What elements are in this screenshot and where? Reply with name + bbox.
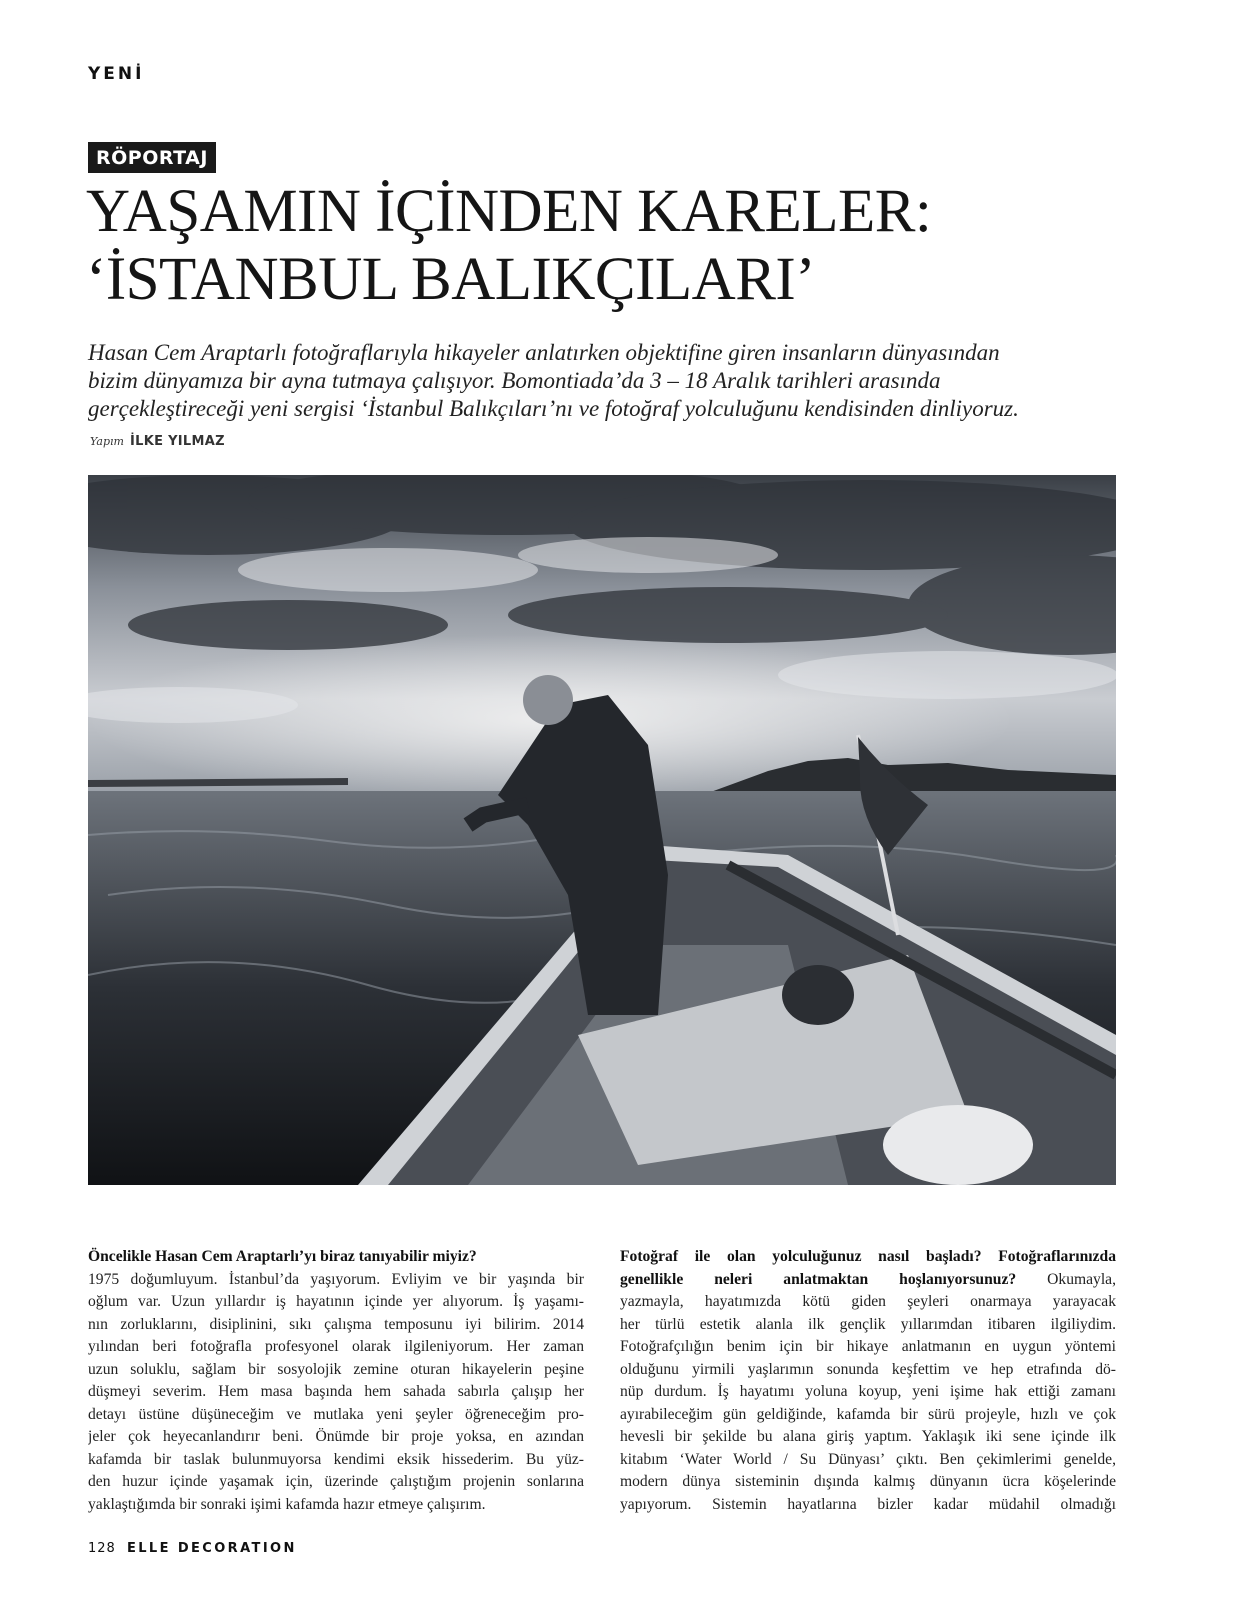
body-line: olduğunu yirmili yaşlarımın sonunda keşfettim ve hep etrafında dö- (620, 1360, 1116, 1378)
question (88, 1246, 584, 1269)
headline-line-2: ‘İSTANBUL BALIKÇILARI’ (86, 246, 816, 313)
body-line: detayı üstüne düşüneceğim ve mutlaka yeni şeyler öğreneceğim pro- (88, 1405, 584, 1423)
body-line: yapıyorum. Sistemin hayatlarına bizler kadar müdahil olmadığı (620, 1495, 1116, 1513)
body-line: nüp durdum. İş hayatımı yoluna koyup, yeni işime hak ettiği zamanı (620, 1383, 1116, 1400)
right-column (620, 1246, 1116, 1516)
byline-prefix: Yapım (90, 435, 124, 448)
answer-start: Okumayla, (1016, 1270, 1116, 1288)
body-line: her türlü estetik alanla ilk gençlik yıllarımdan itibaren ilgiliydim. (620, 1315, 1116, 1333)
body-line: kitabım ‘Water World / Su Dünyası’ çıktı. Ben çekimlerimi genelde, (620, 1450, 1116, 1468)
body-line: hevesli bir şekilde bu alana giriş yaptım. Yaklaşık iki sene içinde ilk (620, 1428, 1116, 1445)
body-line: ayırabileceğim gün geldiğinde, kafamda bir sürü projeyle, hızlı ve çok (620, 1405, 1116, 1423)
body-line: yılından beri fotoğrafla profesyonel olarak ilgileniyorum. Her zaman (88, 1338, 584, 1355)
body-line: yazmayla, hayatımızda kötü giden şeyleri onarmaya yarayacak (620, 1293, 1116, 1310)
article-headline (86, 178, 1166, 314)
kicker-badge: RÖPORTAJ (88, 142, 216, 173)
fisherman-boat-photo (88, 475, 1116, 1185)
byline (90, 434, 225, 449)
body-line: düşmeyi severim. Hem masa başında hem sahada sabırla çalışıp her (88, 1383, 584, 1400)
photo-illustration (88, 475, 1116, 1185)
body-line: kafamda bir taslak bulunmuyorsa kendimi eksik hissederim. Bu yüz- (88, 1450, 584, 1468)
standfirst (88, 339, 1168, 423)
headline-line-1: YAŞAMIN İÇİNDEN KARELER: (86, 178, 932, 245)
body-line: uzun soluklu, sağlam bir sosyolojik zemine oturan hikayelerin peşine (88, 1360, 584, 1378)
page-folio (88, 1541, 297, 1556)
body-line: oğlum var. Uzun yıllardır iş hayatının içinde yer alıyorum. İş yaşamı- (88, 1293, 584, 1310)
question-text: Öncelikle Hasan Cem Araptarlı’yı biraz tanıyabilir miyiz? (88, 1248, 477, 1265)
body-line: Fotoğrafçılığın benim için bir hikaye anlatmanın en uygun yöntemi (620, 1338, 1116, 1355)
body-line: nın zorluklarını, disiplinini, sıkı çalışma temposunu iyi bilirim. 2014 (88, 1315, 584, 1333)
page-number: 128 (88, 1541, 116, 1556)
section-label: YENİ (88, 64, 145, 84)
question-text-1: Fotoğraf ile olan yolculuğunuz nasıl başladı? Fotoğraflarınızda (620, 1248, 1116, 1265)
magazine-name: ELLE DECORATION (126, 1541, 297, 1556)
body-line: 1975 doğumluyum. İstanbul’da yaşıyorum. Evliyim ve bir yaşında bir (88, 1270, 584, 1288)
byline-name: İLKE YILMAZ (129, 434, 225, 449)
question-line (620, 1246, 1116, 1269)
standfirst-line-3: gerçekleştireceği yeni sergisi ‘İstanbul Balıkçıları’nı ve fotoğraf yolculuğunu kendisinden dinliyoruz. (88, 396, 1019, 421)
standfirst-line-1: Hasan Cem Araptarlı fotoğraflarıyla hikayeler anlatırken objektifine giren insanların dünyasından (88, 340, 1000, 365)
body-line: jeler çok heyecanlandırır beni. Önümde bir proje yoksa, en azından (88, 1428, 584, 1445)
left-column (88, 1246, 584, 1516)
question-text-2: genellikle neleri anlatmaktan hoşlanıyorsunuz? (620, 1270, 1017, 1288)
question-line (620, 1269, 1116, 1292)
standfirst-line-2: bizim dünyamıza bir ayna tutmaya çalışıyor. Bomontiada’da 3 – 18 Aralık tarihleri arasında (88, 368, 941, 393)
body-line: modern dünya sisteminin dışında kalmış dünyanın ücra köşelerinde (620, 1473, 1116, 1490)
body-line: den huzur içinde yaşamak için, üzerinde çalıştığım projenin sonlarına (88, 1473, 584, 1490)
body-line: yaklaştığımda bir sonraki işimi kafamda hazır etmeye çalışırım. (88, 1495, 486, 1513)
